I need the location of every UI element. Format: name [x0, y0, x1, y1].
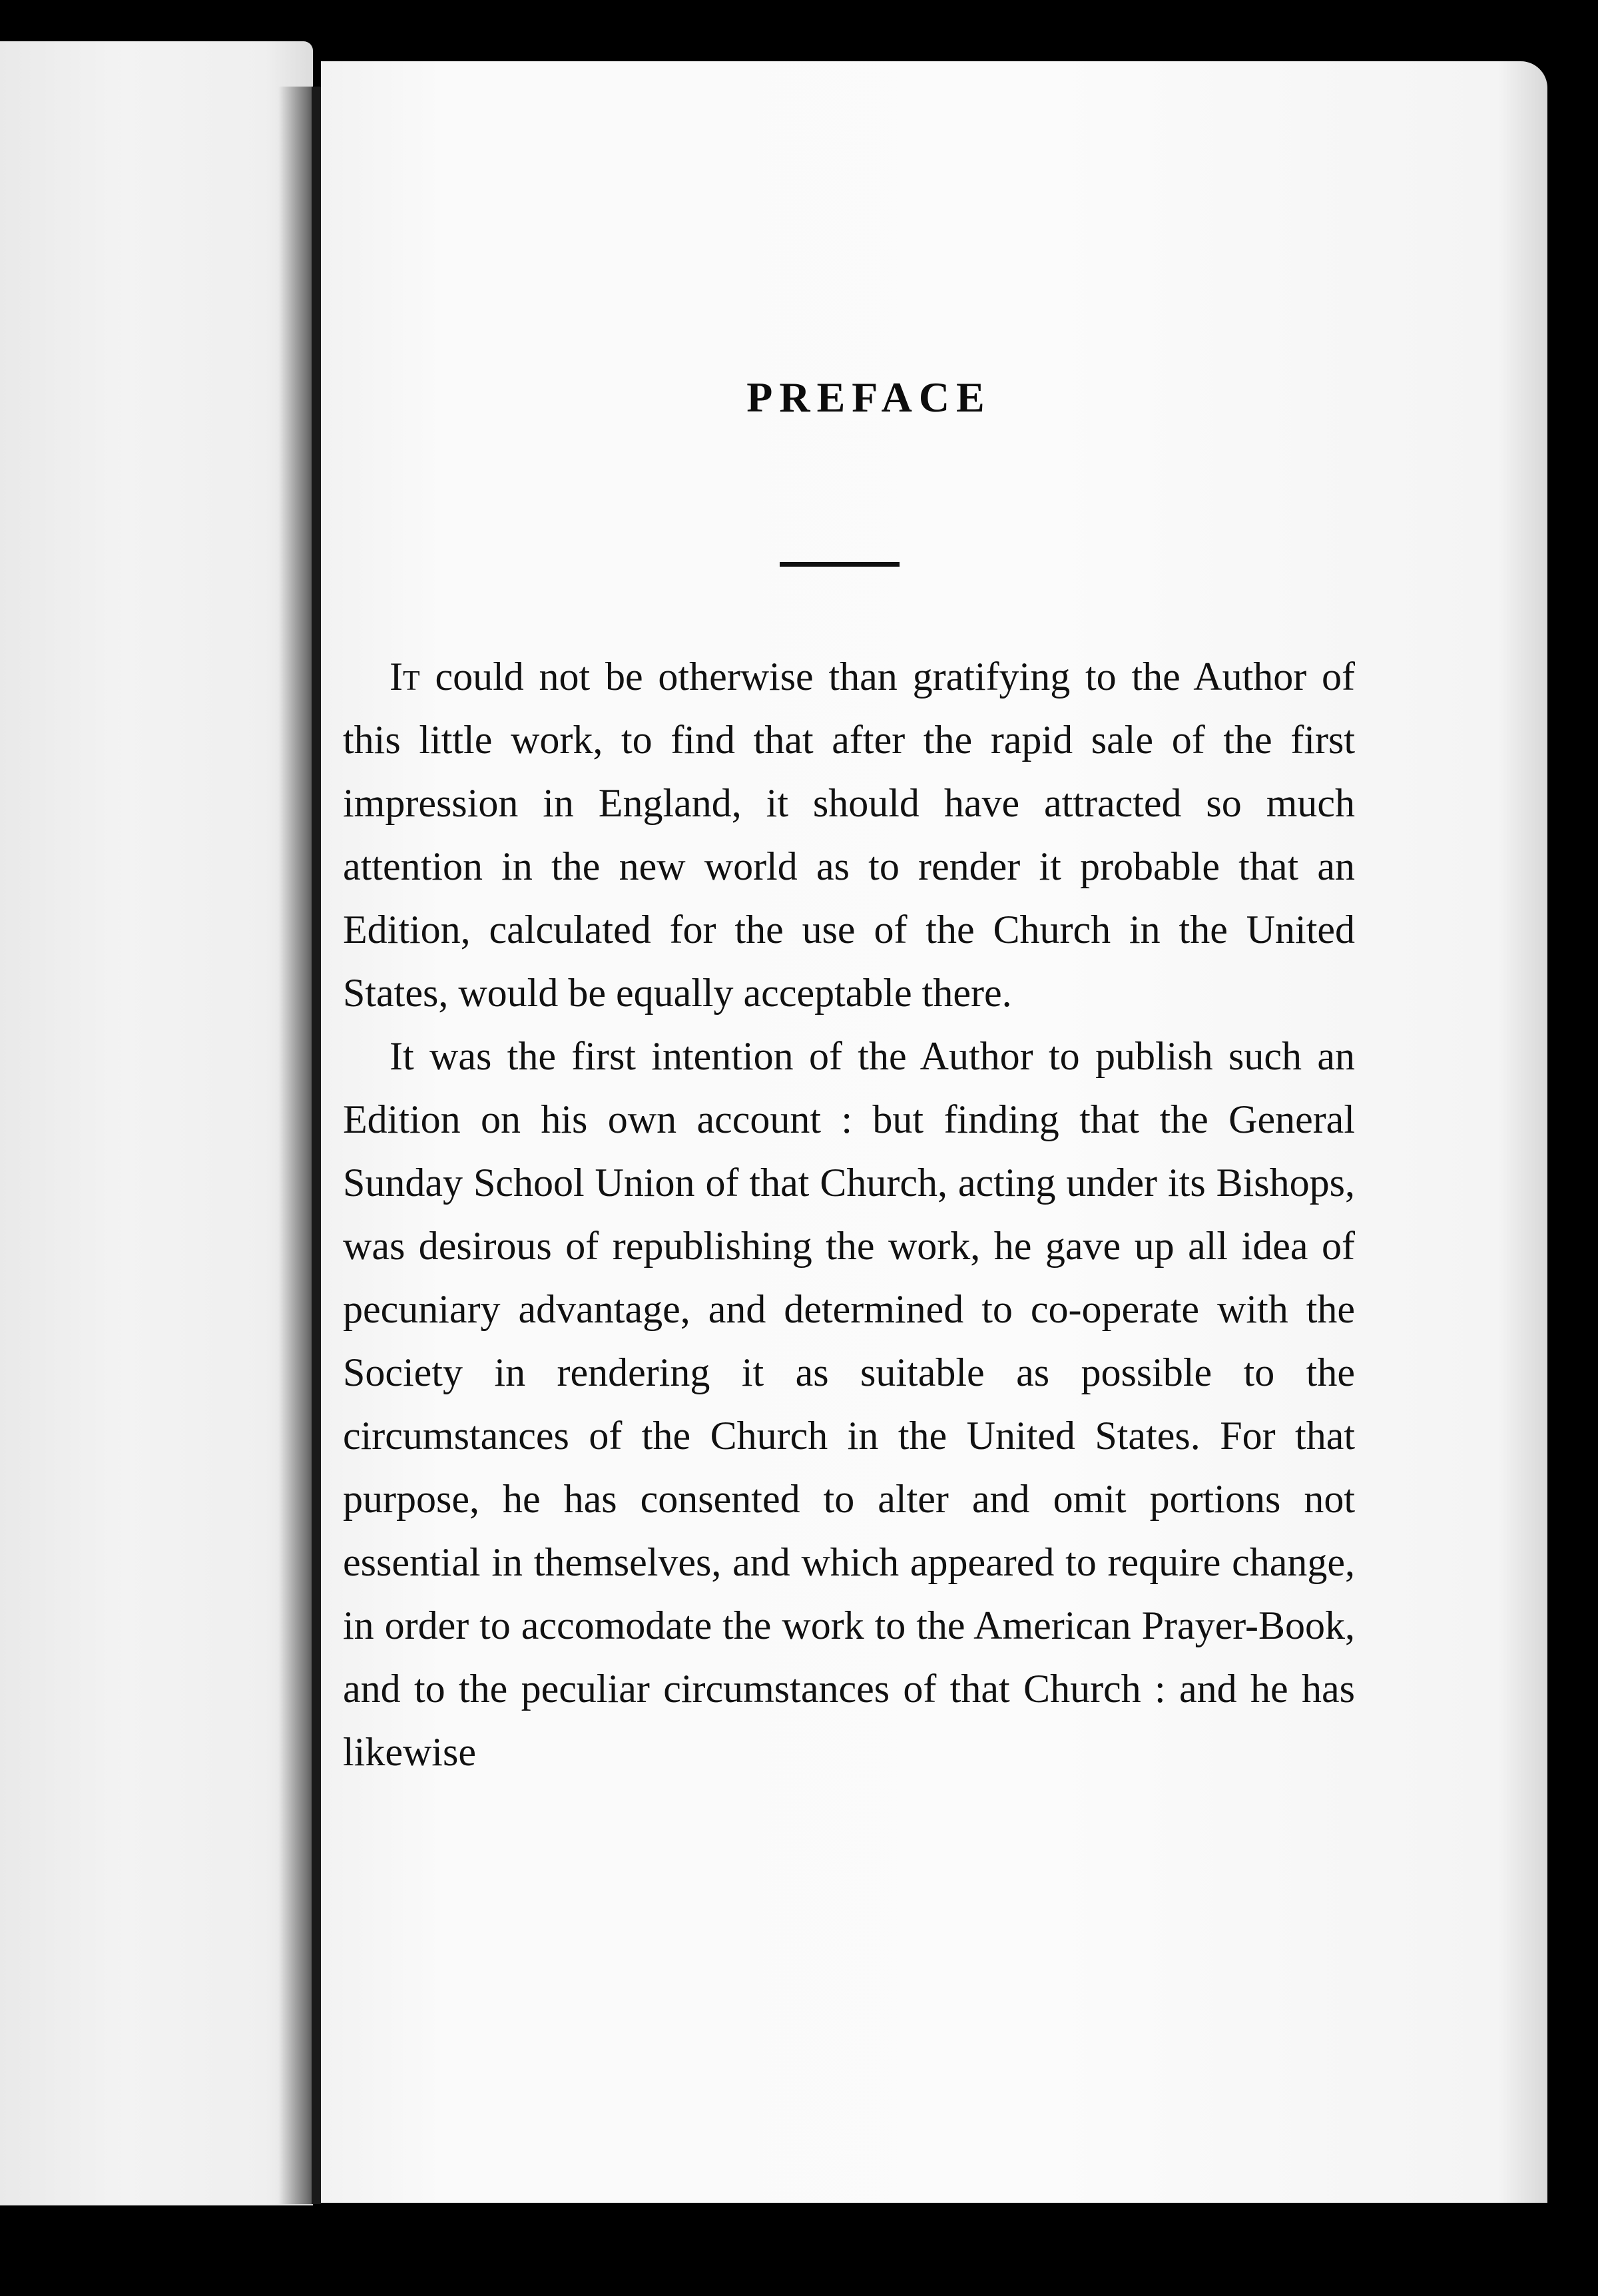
paragraph-1	[343, 645, 1355, 1025]
left-page	[0, 41, 313, 2205]
page-content	[343, 373, 1355, 1784]
paragraph-2-text: It was the first intention of the Author to publish such an Edition on his own account : but finding that the General Sunday School Union of that Church, acting under its Bishops, was desirous of republishing the work, he gave up all idea of pecuniary advantage, and determined to co-operate with the Society in rendering it as suitable as possible to the circumstances of the Church in the United States. For that purpose, he has consented to alter and omit portions not essential in themselves, and which appeared to require change, in order to accomodate the work to the American Prayer-Book, and to the peculiar circumstances of that Church : and he has likewise	[343, 1034, 1355, 1774]
paragraph-1-text: could not be otherwise than gratifying to the Author of this little work, to find that after the rapid sale of the first impression in England, it should have attracted so much attention in the new world as to render it probable that an Edition, calculated for the use of the Church in the United States, would be equally acceptable there.	[343, 655, 1355, 1015]
page-heading: PREFACE	[746, 374, 991, 421]
paragraph-1-lead: It	[390, 655, 420, 699]
body-text	[343, 645, 1355, 1784]
heading-rule	[780, 562, 900, 567]
paragraph-2	[343, 1025, 1355, 1784]
page-edge	[312, 87, 321, 2204]
